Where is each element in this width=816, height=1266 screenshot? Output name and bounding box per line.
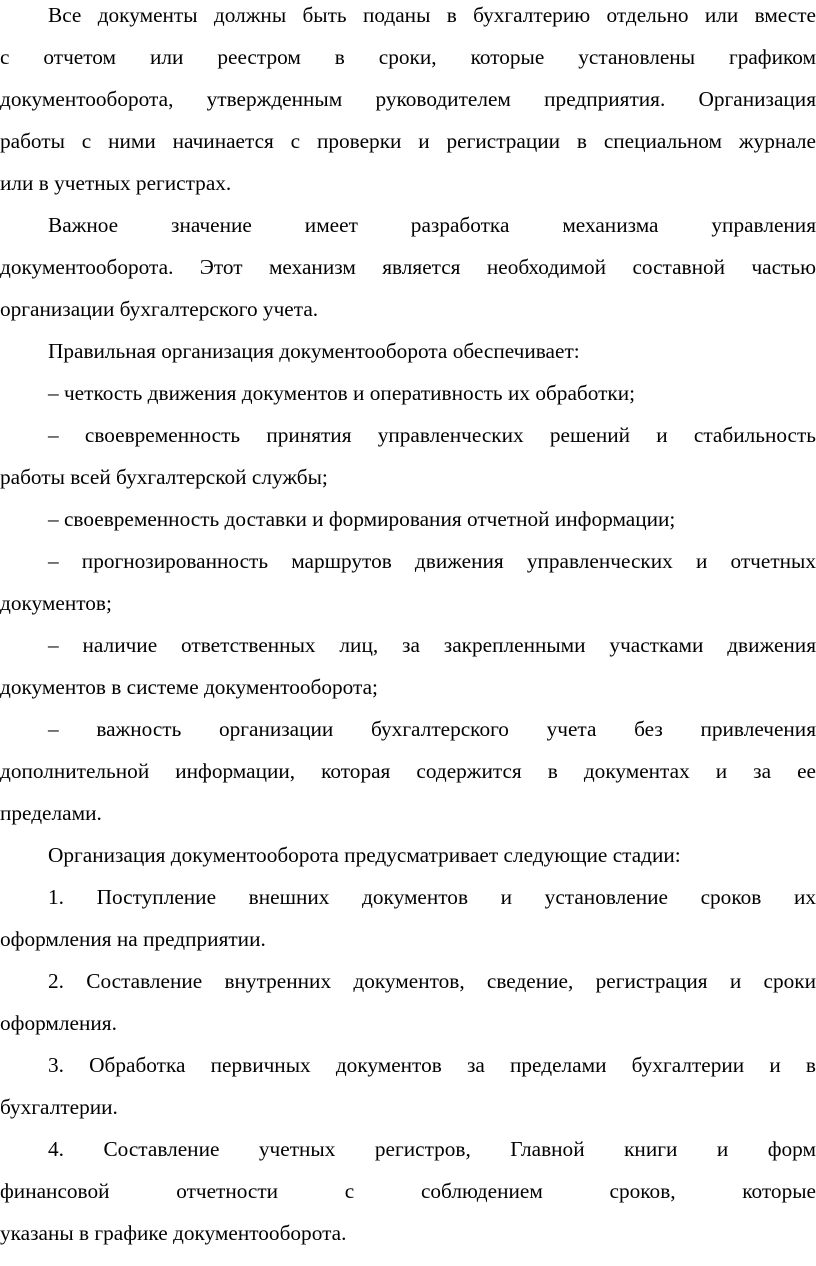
- list-item: – четкость движения документов и оперативность их обработки;: [48, 381, 636, 405]
- text-line: Важное значение имеет разработка механизма управления: [48, 213, 816, 237]
- list-item: – наличие ответственных лиц, за закрепленными участками движения: [48, 633, 816, 657]
- text-line: документов;: [0, 591, 112, 615]
- text-line: Правильная организация документооборота обеспечивает:: [48, 339, 580, 363]
- list-item: – важность организации бухгалтерского учета без привлечения: [48, 717, 816, 741]
- numbered-item: 1. Поступление внешних документов и установление сроков их: [48, 885, 816, 909]
- text-line: документооборота, утвержденным руководителем предприятия. Организация: [0, 87, 816, 111]
- text-line: документов в системе документооборота;: [0, 675, 378, 699]
- list-item: – своевременность доставки и формирования отчетной информации;: [48, 507, 676, 531]
- text-line: Организация документооборота предусматривает следующие стадии:: [48, 843, 681, 867]
- text-line: указаны в графике документооборота.: [0, 1221, 347, 1245]
- numbered-item: 4. Составление учетных регистров, Главной книги и форм: [48, 1137, 816, 1161]
- text-line: финансовой отчетности с соблюдением сроков, которые: [0, 1179, 816, 1203]
- text-line: с отчетом или реестром в сроки, которые установлены графиком: [0, 45, 816, 69]
- text-line: пределами.: [0, 801, 102, 825]
- numbered-item: 2. Составление внутренних документов, сведение, регистрация и сроки: [48, 969, 816, 993]
- text-line: организации бухгалтерского учета.: [0, 297, 319, 321]
- numbered-item: 3. Обработка первичных документов за пределами бухгалтерии и в: [48, 1053, 816, 1077]
- text-line: работы с ними начинается с проверки и регистрации в специальном журнале: [0, 129, 816, 153]
- text-line: или в учетных регистрах.: [0, 171, 232, 195]
- text-line: бухгалтерии.: [0, 1095, 118, 1119]
- text-line: оформления на предприятии.: [0, 927, 266, 951]
- text-line: Все документы должны быть поданы в бухгалтерию отдельно или вместе: [48, 3, 816, 27]
- list-item: – своевременность принятия управленческих решений и стабильность: [48, 423, 816, 447]
- text-line: оформления.: [0, 1011, 117, 1035]
- text-line: документооборота. Этот механизм является необходимой составной частью: [0, 255, 816, 279]
- list-item: – прогнозированность маршрутов движения управленческих и отчетных: [48, 549, 816, 573]
- text-line: дополнительной информации, которая содержится в документах и за ее: [0, 759, 816, 783]
- text-line: работы всей бухгалтерской службы;: [0, 465, 328, 489]
